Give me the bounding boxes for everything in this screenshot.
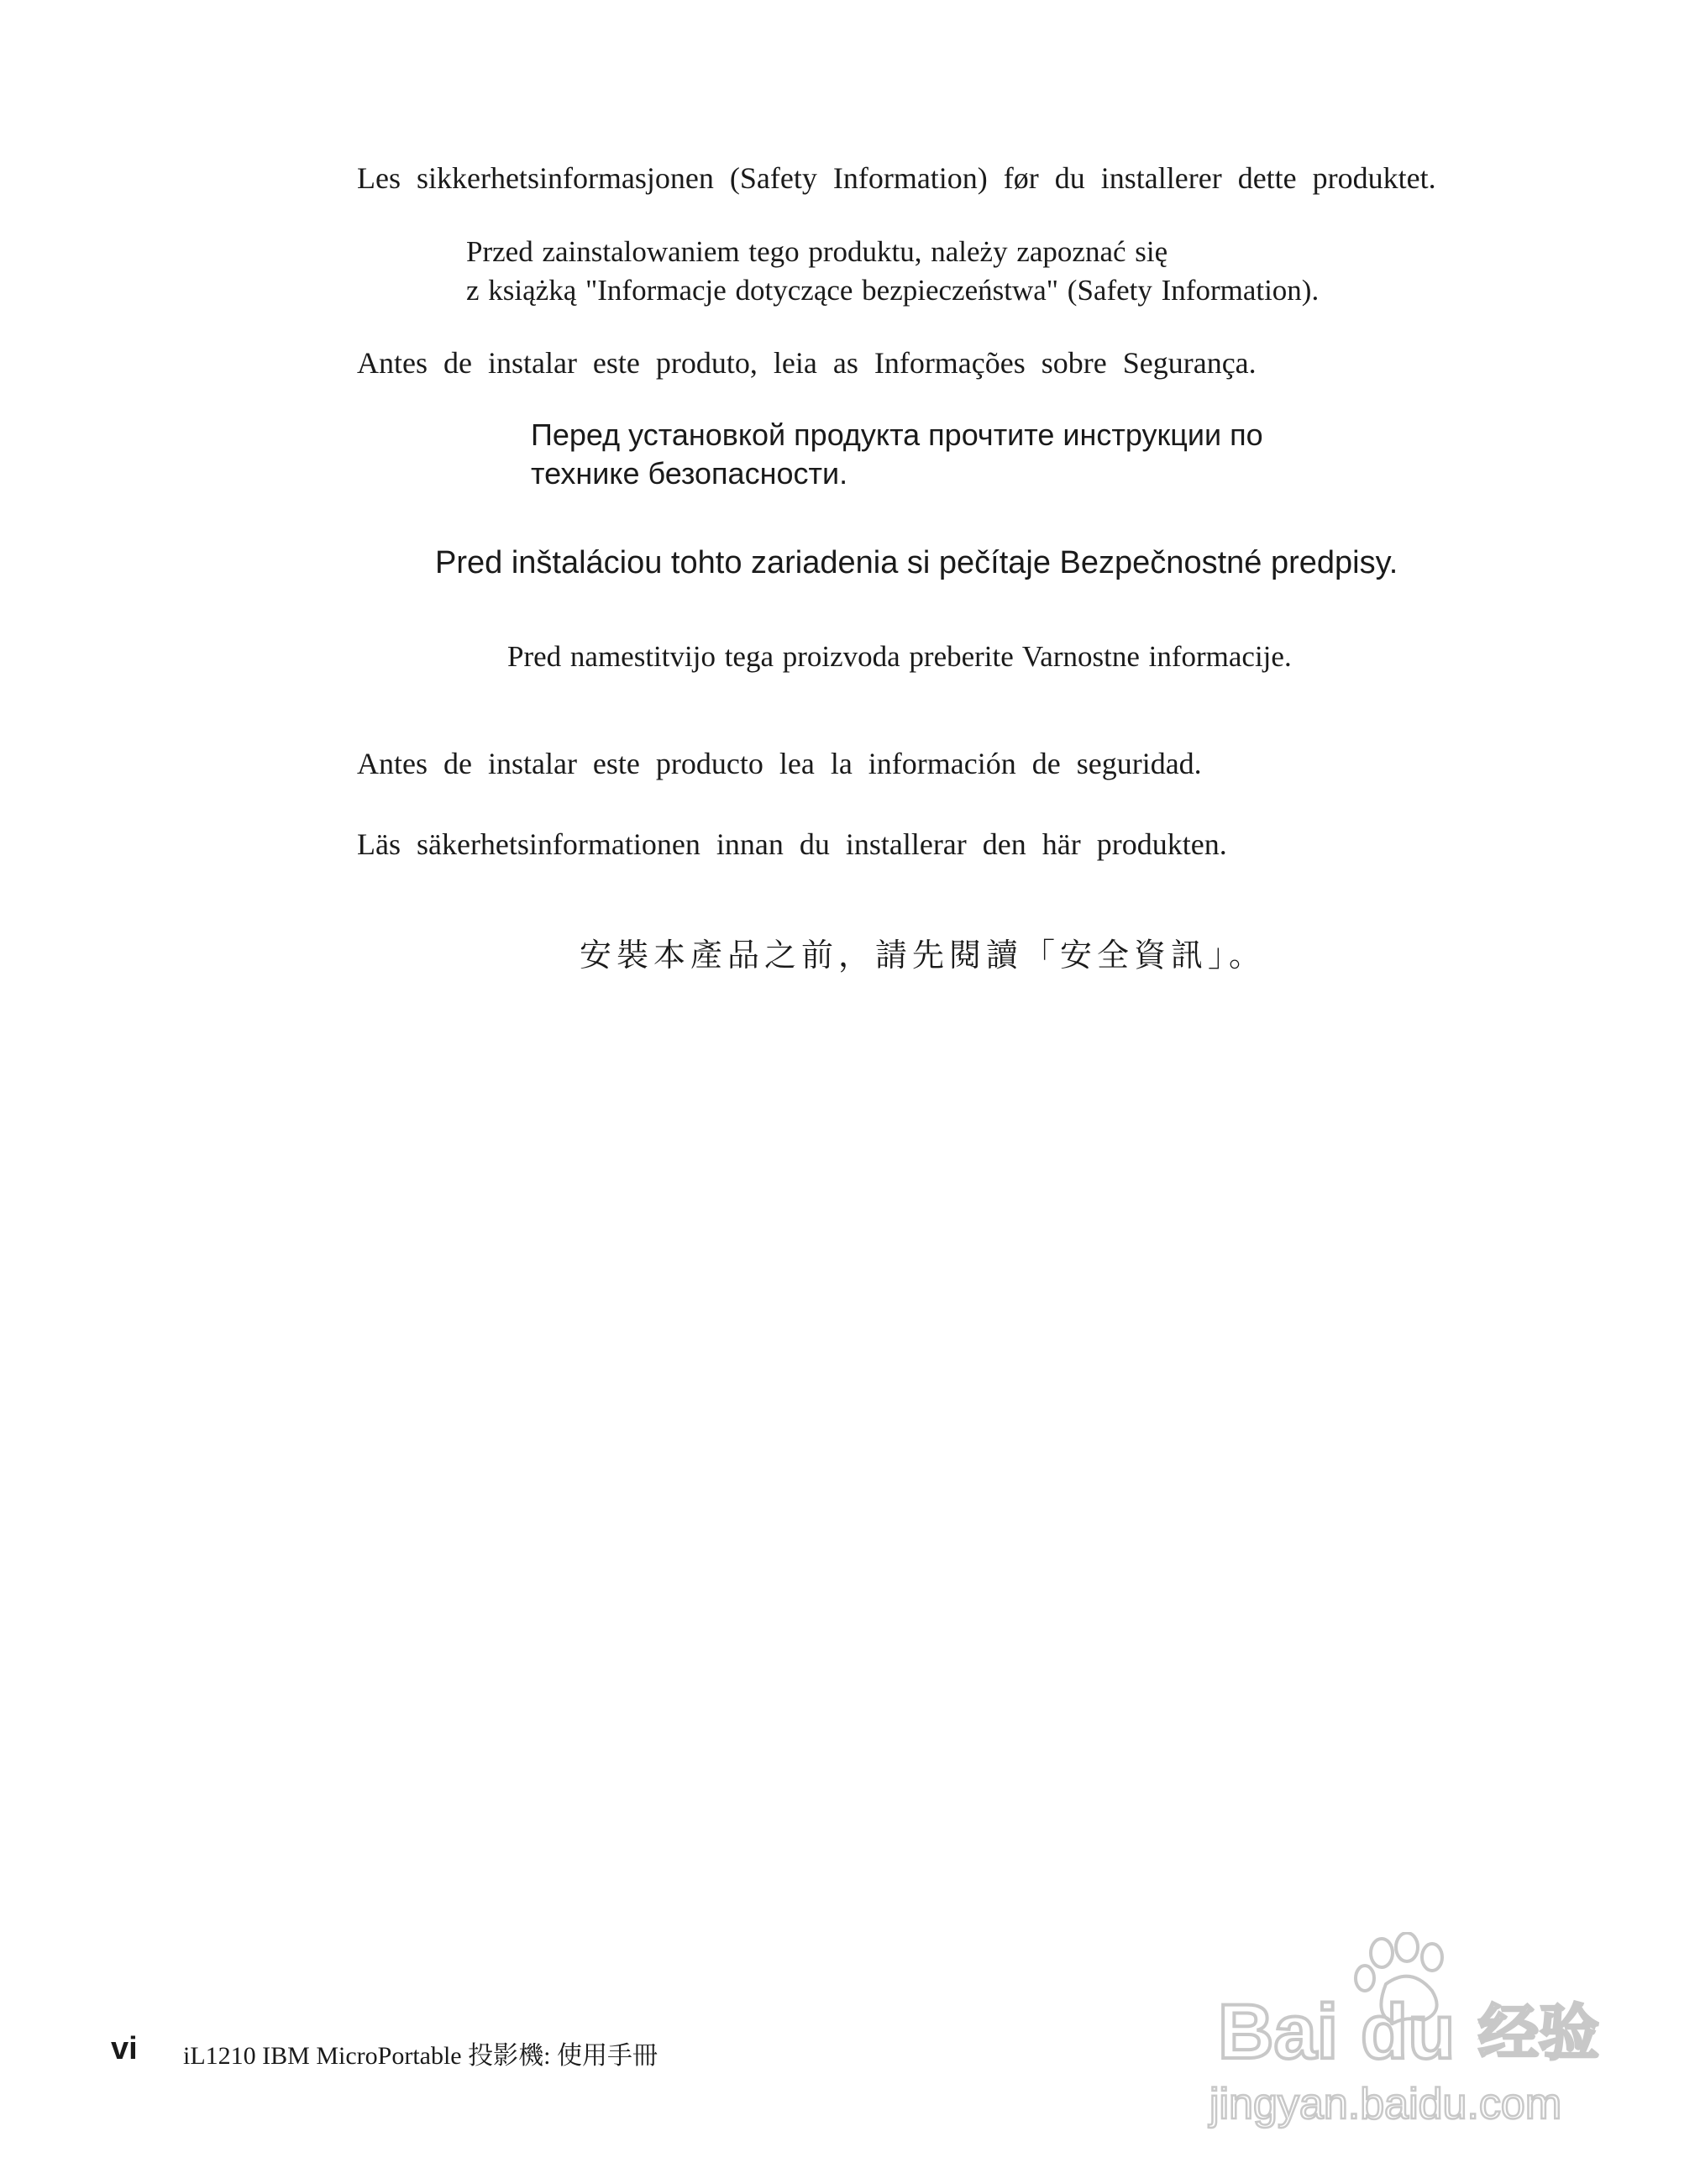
safety-notice-slovak: Pred inštaláciou tohto zariadenia si pečítaje Bezpečnostné predpisy. xyxy=(435,545,1398,580)
safety-notice-spanish: Antes de instalar este producto lea la información de seguridad. xyxy=(357,747,1202,780)
safety-notice-polish-line-1: Przed zainstalowaniem tego produktu, należy zapoznać się xyxy=(466,235,1168,268)
safety-notice-chinese: 安裝本產品之前，請先閱讀「安全資訊」。 xyxy=(580,937,1267,974)
svg-text:Bai: Bai xyxy=(1218,1989,1339,2075)
safety-notice-russian-line-2: технике безопасности. xyxy=(531,456,848,491)
page-number: vi xyxy=(111,2031,138,2066)
safety-notice-portuguese: Antes de instalar este produto, leia as Informações sobre Segurança. xyxy=(357,346,1257,380)
svg-text:du: du xyxy=(1361,1989,1456,2075)
safety-notice-norwegian: Les sikkerhetsinformasjonen (Safety Information) før du installerer dette produktet. xyxy=(357,161,1436,195)
safety-notice-polish-line-2: z książką "Informacje dotyczące bezpieczeństwa" (Safety Information). xyxy=(466,274,1320,307)
svg-text:jingyan.baidu.com: jingyan.baidu.com xyxy=(1209,2080,1562,2129)
baidu-watermark-logo xyxy=(1201,1932,1629,2134)
safety-notice-russian-line-1: Перед установкой продукта прочтите инструкции по xyxy=(531,417,1263,452)
safety-notice-slovenian: Pred namestitvijo tega proizvoda preberite Varnostne informacije. xyxy=(507,640,1292,673)
footer-manual-title: iL1210 IBM MicroPortable 投影機: 使用手冊 xyxy=(183,2042,658,2070)
safety-notice-swedish: Läs säkerhetsinformationen innan du installerar den här produkten. xyxy=(357,827,1227,861)
svg-text:经验: 经验 xyxy=(1478,1998,1600,2068)
